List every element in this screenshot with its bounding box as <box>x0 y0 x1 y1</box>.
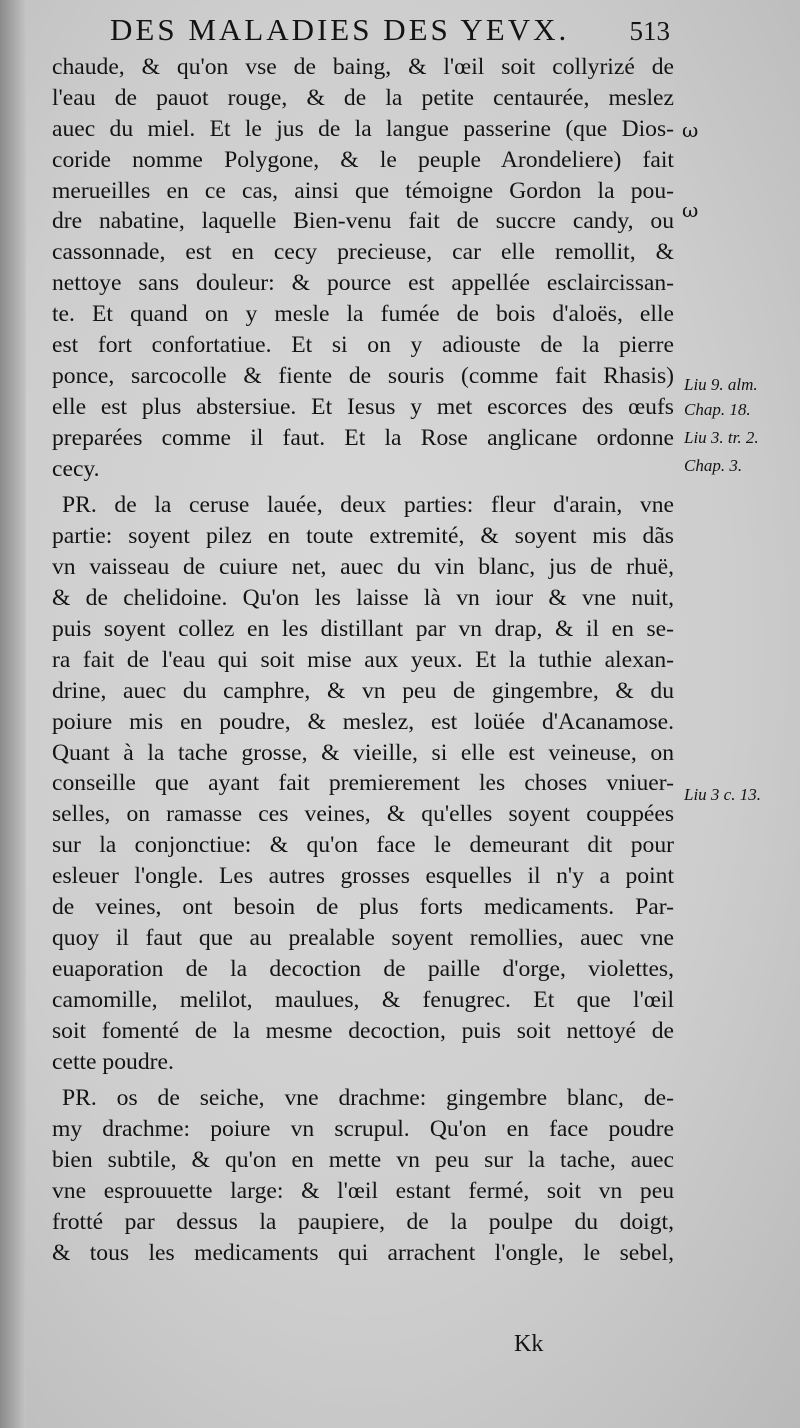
margin-note: Liu 3. tr. 2. <box>684 428 759 447</box>
running-title: DES MALADIES DES YEVX. <box>110 12 570 47</box>
recipe-line: PR. os de seiche, vne drachme: gingembre blanc, de- <box>62 1085 674 1112</box>
body-text <box>52 52 674 1269</box>
text-line: partie: soyent pilez en toute extremité, & soyent mis dãs <box>52 523 674 550</box>
text-line: esleuer l'ongle. Les autres grosses esquelles il n'y a point <box>52 863 674 890</box>
astronomical-glyph-icon: ω <box>682 118 699 142</box>
text-line: auec du miel. Et le jus de la langue passerine (que Dios- <box>52 115 674 142</box>
text-line: ra fait de l'eau qui soit mise aux yeux. Et la tuthie alexan- <box>52 646 674 673</box>
text-line: selles, on ramasse ces veines, & qu'elles soyent couppées <box>52 801 674 828</box>
text-line: sur la conjonctiue: & qu'on face le demeurant dit pour <box>52 832 674 859</box>
text-line: & tous les medicaments qui arrachent l'ongle, le sebel, <box>52 1239 674 1266</box>
text-line: de veines, ont besoin de plus forts medicaments. Par- <box>52 894 674 921</box>
text-line: preparées comme il faut. Et la Rose anglicane ordonne <box>52 424 674 451</box>
text-line: chaude, & qu'on vse de baing, & l'œil soit collyrizé de <box>52 54 674 80</box>
margin-note: Chap. 3. <box>684 456 743 475</box>
text-line: my drachme: poiure vn scrupul. Qu'on en face poudre <box>52 1116 674 1143</box>
text-line: euaporation de la decoction de paille d'orge, violettes, <box>52 955 674 982</box>
text-line: Quant à la tache grosse, & vieille, si elle est veineuse, on <box>52 739 674 766</box>
margin-note: Liu 9. alm. <box>684 375 758 394</box>
text-line: conseille que ayant fait premierement les choses vniuer- <box>52 770 674 797</box>
text-line: te. Et quand on y mesle la fumée de bois d'aloës, elle <box>52 301 674 328</box>
text-line: coride nomme Polygone, & le peuple Arondeliere) fait <box>52 146 674 173</box>
text-line: bien subtile, & qu'on en mette vn peu sur la tache, auec <box>52 1147 674 1174</box>
text-line: vne esprouuette large: & l'œil estant fermé, soit vn peu <box>52 1178 674 1205</box>
text-line: ponce, sarcocolle & fiente de souris (comme fait Rhasis) <box>52 362 674 389</box>
text-line: vn vaisseau de cuiure net, auec du vin blanc, jus de rhuë, <box>52 554 674 581</box>
signature-mark: Kk <box>514 1331 544 1357</box>
recipe-line: PR. de la ceruse lauée, deux parties: fleur d'arain, vne <box>62 492 674 519</box>
astronomical-glyph-icon: ω <box>682 198 699 222</box>
text-line: cassonnade, est en cecy precieuse, car elle remollit, & <box>52 239 674 266</box>
text-line: quoy il faut que au prealable soyent remollies, auec vne <box>52 924 674 951</box>
text-line: merueilles en ce cas, ainsi que témoigne Gordon la pou- <box>52 177 674 204</box>
text-line: camomille, melilot, maulues, & fenugrec. Et que l'œil <box>52 986 674 1013</box>
text-line: elle est plus abstersiue. Et Iesus y met escorces des œufs <box>52 393 674 420</box>
margin-note: Liu 3 c. 13. <box>684 785 761 804</box>
text-line: cecy. <box>52 455 100 482</box>
text-line: cette poudre. <box>52 1048 174 1075</box>
page-number: 513 <box>629 16 670 46</box>
text-line: est fort confortatiue. Et si on y adiouste de la pierre <box>52 332 674 359</box>
text-line: poiure mis en poudre, & meslez, est loüée d'Acanamose. <box>52 708 674 735</box>
page-header <box>110 12 670 48</box>
text-line: & de chelidoine. Qu'on les laisse là vn iour & vne nuit, <box>52 585 674 612</box>
text-line: frotté par dessus la paupiere, de la poulpe du doigt, <box>52 1208 674 1235</box>
text-line: soit fomenté de la mesme decoction, puis soit nettoyé de <box>52 1017 674 1044</box>
text-line: l'eau de pauot rouge, & de la petite centaurée, meslez <box>52 84 674 111</box>
text-line: drine, auec du camphre, & vn peu de gingembre, & du <box>52 677 674 704</box>
text-line: puis soyent collez en les distillant par vn drap, & il en se- <box>52 616 674 643</box>
margin-note: Chap. 18. <box>684 400 751 419</box>
text-line: dre nabatine, laquelle Bien-venu fait de succre candy, ou <box>52 208 674 235</box>
text-line: nettoye sans douleur: & pource est appellée esclaircissan- <box>52 270 674 297</box>
